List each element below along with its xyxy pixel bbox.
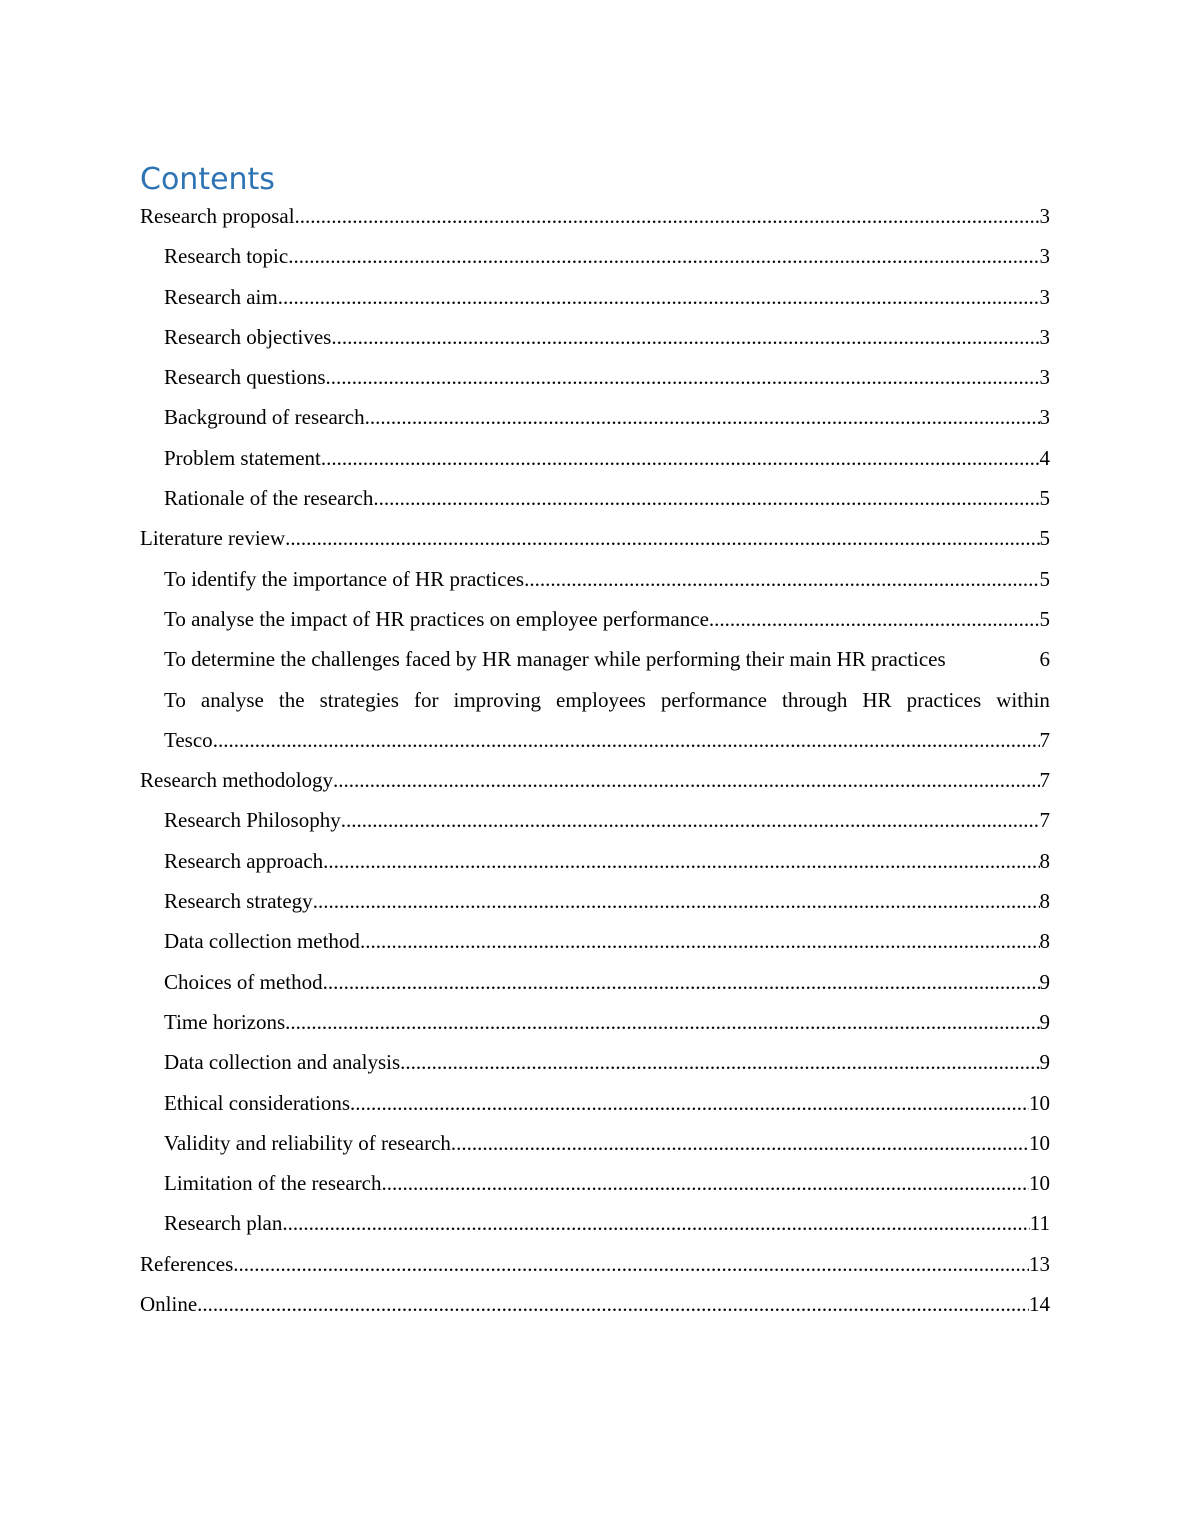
- toc-entry-page: 8: [1039, 929, 1050, 954]
- dot-leader: [524, 559, 1039, 599]
- toc-entry-title-line: [164, 680, 1050, 720]
- dot-leader: [285, 518, 1039, 558]
- toc-entry[interactable]: [140, 680, 1050, 761]
- toc-entry-title: Research approach: [164, 848, 324, 873]
- toc-entry-page: 11: [1029, 1211, 1050, 1236]
- toc-entry-page: 10: [1029, 1130, 1050, 1155]
- dot-leader: [331, 317, 1039, 357]
- toc-entry-title: Research objectives: [164, 324, 332, 349]
- title-word: HR: [862, 687, 892, 712]
- toc-entry-title: Research questions: [164, 365, 326, 390]
- dot-leader: [313, 881, 1040, 921]
- toc-entry-title: Research proposal: [140, 204, 295, 228]
- toc-entry-page: 3: [1039, 284, 1050, 309]
- toc-entry-page: 3: [1039, 204, 1050, 228]
- toc-entry-title: Ethical considerations: [164, 1090, 351, 1115]
- toc-entry[interactable]: [140, 921, 1050, 961]
- toc-entry-title: Research methodology: [140, 768, 334, 793]
- toc-entry-page: 10: [1029, 1171, 1050, 1196]
- toc-entry[interactable]: [140, 357, 1050, 397]
- toc-entry[interactable]: [140, 800, 1050, 840]
- dot-leader: [285, 1002, 1039, 1042]
- page-title: Contents: [140, 162, 275, 197]
- toc-entry-page: 7: [1039, 768, 1050, 793]
- dot-leader: [197, 1284, 1029, 1324]
- toc-entry[interactable]: [140, 639, 1050, 679]
- toc-entry-title: Research topic: [164, 244, 289, 269]
- dot-leader: [278, 277, 1040, 317]
- toc-entry[interactable]: [140, 1203, 1050, 1243]
- dot-leader: [213, 720, 1040, 760]
- toc-entry-page: 10: [1029, 1090, 1050, 1115]
- dot-leader: [360, 921, 1040, 961]
- toc-entry[interactable]: [140, 1002, 1050, 1042]
- toc-entry-page: 9: [1039, 969, 1050, 994]
- toc-entry-page: 3: [1039, 244, 1050, 269]
- toc-entry-page: 8: [1039, 848, 1050, 873]
- toc-entry[interactable]: [140, 518, 1050, 558]
- toc-entry-title: Choices of method: [164, 969, 323, 994]
- toc-entry-title: Validity and reliability of research: [164, 1130, 451, 1155]
- toc-entry-title: Data collection method: [164, 929, 360, 954]
- toc-entry-page: 7: [1039, 808, 1050, 833]
- dot-leader: [341, 800, 1040, 840]
- dot-leader: [323, 962, 1040, 1002]
- dot-leader: [350, 1083, 1029, 1123]
- toc-entry-page: 5: [1039, 606, 1050, 631]
- toc-entry-page: 5: [1039, 566, 1050, 591]
- toc-entry-title: Literature review: [140, 526, 286, 551]
- title-word: analyse: [200, 687, 264, 712]
- toc-entry-title: Research aim: [164, 284, 278, 309]
- dot-leader: [382, 1163, 1030, 1203]
- toc-entry-title: Background of research: [164, 405, 365, 430]
- toc-entry[interactable]: [140, 1163, 1050, 1203]
- toc-entry-page: 7: [1039, 727, 1050, 752]
- dot-leader: [373, 478, 1039, 518]
- title-word: improving: [453, 687, 541, 712]
- toc-entry-title: Tesco: [164, 727, 213, 752]
- toc-entry-title: Time horizons: [164, 1009, 286, 1034]
- toc-entry[interactable]: [140, 760, 1050, 800]
- title-word: for: [413, 687, 439, 712]
- toc-entry-page: 5: [1039, 526, 1050, 551]
- dot-leader: [321, 438, 1040, 478]
- toc-entry-page: 8: [1039, 889, 1050, 914]
- toc-entry[interactable]: [140, 1244, 1050, 1284]
- toc-entry[interactable]: [140, 236, 1050, 276]
- title-word: practices: [906, 687, 982, 712]
- toc-entry[interactable]: [140, 317, 1050, 357]
- toc-entry-page: 13: [1029, 1251, 1050, 1276]
- dot-leader: [709, 599, 1040, 639]
- title-word: through: [782, 687, 848, 712]
- toc-entry-title: To determine the challenges faced by HR manager while performing their main HR practices: [164, 647, 946, 672]
- toc-entry-title: Problem statement: [164, 445, 321, 470]
- toc-entry-title: Research Philosophy: [164, 808, 341, 833]
- title-word: strategies: [319, 687, 399, 712]
- toc-entry[interactable]: [140, 599, 1050, 639]
- toc-entry[interactable]: [140, 277, 1050, 317]
- title-word: the: [278, 687, 305, 712]
- dot-leader: [295, 196, 1040, 236]
- toc-entry-page: 14: [1029, 1292, 1050, 1317]
- dot-leader: [326, 357, 1040, 397]
- toc-entry[interactable]: [140, 397, 1050, 437]
- dot-leader: [288, 236, 1039, 276]
- dot-leader: [233, 1244, 1029, 1284]
- dot-leader: [282, 1203, 1029, 1243]
- toc-entry-page: 3: [1039, 365, 1050, 390]
- toc-entry[interactable]: [140, 1123, 1050, 1163]
- dot-leader: [333, 760, 1039, 800]
- title-word: employees: [556, 687, 646, 712]
- toc-entry-page: 3: [1039, 324, 1050, 349]
- toc-entry-title: Rationale of the research: [164, 486, 374, 511]
- toc-entry-page: 9: [1039, 1009, 1050, 1034]
- toc-entry[interactable]: [140, 1042, 1050, 1082]
- toc-entry-page: 5: [1039, 486, 1050, 511]
- table-of-contents: [140, 196, 1050, 1324]
- toc-entry-title: To identify the importance of HR practices: [164, 566, 525, 591]
- dot-leader: [400, 1042, 1039, 1082]
- toc-entry-title: Online: [140, 1292, 198, 1317]
- toc-entry-title: Data collection and analysis: [164, 1050, 401, 1075]
- toc-entry-page: 9: [1039, 1050, 1050, 1075]
- toc-entry-page: 3: [1039, 405, 1050, 430]
- toc-entry-title: Limitation of the research: [164, 1171, 382, 1196]
- dot-leader: [365, 397, 1040, 437]
- toc-entry-title: Research strategy: [164, 889, 313, 914]
- toc-entry-page: 4: [1039, 445, 1050, 470]
- dot-leader: [451, 1123, 1029, 1163]
- toc-entry[interactable]: [140, 881, 1050, 921]
- toc-entry-title: Research plan: [164, 1211, 283, 1236]
- toc-entry[interactable]: [140, 438, 1050, 478]
- toc-entry[interactable]: [140, 196, 1050, 236]
- toc-entry[interactable]: [140, 841, 1050, 881]
- toc-entry[interactable]: [140, 1284, 1050, 1324]
- toc-entry[interactable]: [140, 962, 1050, 1002]
- toc-entry[interactable]: [140, 559, 1050, 599]
- title-word: To: [164, 687, 186, 712]
- toc-entry-continuation: [164, 720, 1050, 760]
- dot-leader: [323, 841, 1039, 881]
- title-word: performance: [660, 687, 767, 712]
- toc-entry-title: References: [140, 1251, 234, 1276]
- toc-entry[interactable]: [140, 478, 1050, 518]
- toc-entry[interactable]: [140, 1083, 1050, 1123]
- toc-entry-title: To analyse the impact of HR practices on employee performance: [164, 606, 709, 631]
- title-word: within: [996, 687, 1050, 712]
- toc-entry-page: 6: [1039, 647, 1050, 672]
